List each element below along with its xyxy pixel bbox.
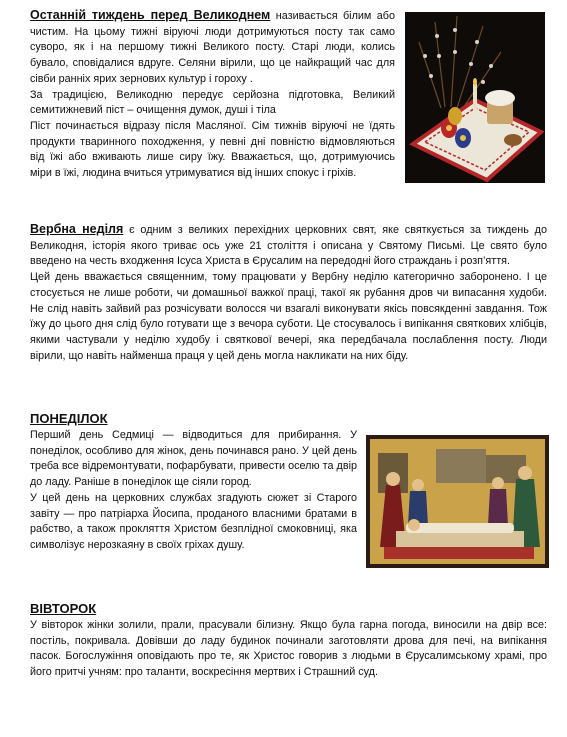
paragraph: Піст починається відразу після Масляної. Сім тижнів віруючі не їдять продукти тваринного походження, у певні дні повністю відмовляються від їжі або вживають лише сиру їжу. Вважається, що, дотримуючись міри в їжі, людина вчиться утримуватися від інших спокус і гріхів. [30,119,395,180]
paragraph: Цей день вважається священним, тому працювати у Вербну неділю категорично заборонено. І це стосується не лише роботи, чи домашньої важкої праці, такої як рубання дров чи випасання худоби. Не слід навіть зайвий раз розчісувати волосся чи взагалі виконувати якісь повсякденні завдання. Тож їжу до цього дня слід було готувати ще з вечора суботи. Це стосувалось і випікання святкових хлібців, якими частували у неділю худобу і святкової вечері, яка передбачала послаблення посту. Люди вірили, що навіть найменша праця у цей день могла накликати на них біду. [30,271,547,362]
paragraph: Вербна неділя є одним з великих перехідних церковних свят, яке святкується за тиждень до Великодня, історія якого триває ось уже 21 століття і описана у Святому Письмі. Це свято було введено на честь входження Ісуса Христа в Єрусалим на передодні його страждань і розп’яття. [30,222,547,268]
section-monday [30,410,357,554]
paragraph: У цей день на церковних службах згадують сюжет зі Старого завіту — про патріарха Йосипа, проданого власними братами в рабство, а також прокляття Христом безплідної смоковниці, яка символізує нерозкаяну в своїх гріхах душу. [30,491,357,551]
section-heading: ПОНЕДІЛОК [30,411,108,426]
section-tuesday [30,600,547,681]
section-heading: Останній тиждень перед Великоднем [30,8,271,22]
paragraph: Останній тиждень перед Великоднем називається білим або чистим. На цьому тижні віруючі люди дотримуються посту так само суворо, як і на першому тижні Великого посту. Старі люди, колись бувало, сповідалися вдруге. Селяни вірили, що це найкращий час для сівби ранніх ярих зернових культур і гороху . [30,8,395,85]
section-palm-sunday [30,222,547,364]
section-holy-week [30,8,395,182]
paragraph: За традицією, Великодню передує серйозна підготовка, Великий семитижневий піст – очищення думок, душі і тіла [30,88,395,117]
icon-painting-image [366,435,549,568]
paragraph: У вівторок жінки золили, прали, прасували білизну. Якщо була гарна погода, виносили на двір все: постіль, покривала. Довівши до ладу будинок починали заготовляти дрова для печі, на випікання пасок. Богослужіння оповідають про те, як Христос говорив з людьми в Єрусалимському храмі, про його притчі учням: про таланти, воскресіння мертвих і Страшний суд. [30,619,547,679]
section-heading: Вербна неділя [30,222,124,236]
easter-table-photo [405,12,545,183]
paragraph: Перший день Седмиці — відводиться для прибирання. У понеділок, особливо для жінок, день починався рано. У цей день треба все відремонтувати, пофарбувати, привести оселю та двір до ладу. Раніше в понеділок ще сіяли город. [30,429,357,489]
section-heading: ВІВТОРОК [30,601,97,616]
